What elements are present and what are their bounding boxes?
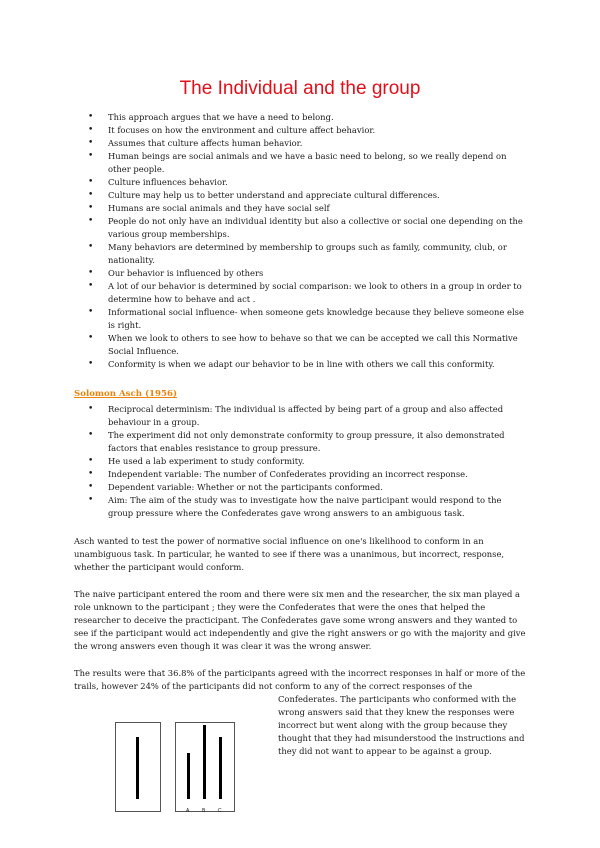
comparison-line-b [203, 725, 206, 799]
page-title: The Individual and the group [179, 78, 421, 99]
comparison-line-a [187, 753, 190, 799]
list-item: • The experiment did not only demonstrate conformity to group pressure, it also demonstrated factors that enables resistance to group pressure. [88, 429, 528, 455]
list-item: • Assumes that culture affects human behavior. [88, 137, 528, 150]
label-b: B [202, 808, 206, 814]
list-item: • He used a lab experiment to study conformity. [88, 455, 528, 468]
asch-reference-line-card [115, 722, 161, 812]
bullet-list-asch [88, 403, 528, 520]
comparison-line-c [219, 737, 222, 799]
reference-line [136, 737, 139, 799]
list-item: • When we look to others to see how to behave so that we can be accepted we call this Normative Social Influence. [88, 332, 528, 358]
list-item: • Culture influences behavior. [88, 176, 528, 189]
asch-comparison-lines-card [175, 722, 235, 812]
list-item: • Reciprocal determinism: The individual is affected by being part of a group and also affected behaviour in a group. [88, 403, 528, 429]
list-item: • Many behaviors are determined by membership to groups such as family, community, club, or nationality. [88, 241, 528, 267]
list-item: • Conformity is when we adapt our behavior to be in line with others we call this conformity. [88, 358, 528, 371]
label-c: C [218, 808, 222, 814]
list-item: • Our behavior is influenced by others [88, 267, 528, 280]
list-item: • Dependent variable: Whether or not the participants conformed. [88, 481, 528, 494]
list-item: • People do not only have an individual identity but also a collective or social one depending on the various group memberships. [88, 215, 528, 241]
list-item: • Human beings are social animals and we have a basic need to belong, so we really depend on other people. [88, 150, 528, 176]
list-item: • It focuses on how the environment and culture affect behavior. [88, 124, 528, 137]
list-item: • A lot of our behavior is determined by social comparison: we look to others in a group in order to determine how to behave and act . [88, 280, 528, 306]
paragraph-procedure: The naive participant entered the room and there were six men and the researcher, the six man played a role unknown to the participant ; they were the Confederates that were the ones that helped the researcher to deceive the practicipant. The Confederates gave some wrong answers and they wanted to see if the participant would act independently and give the right answers or go with the majority and give the wrong answers even though it was clear it was the wrong answer. [74, 589, 526, 651]
paragraph-results: The results were that 36.8% of the participants agreed with the incorrect responses in half or more of the trails, however 24% of the participants did not conform to any of the correct responses of the [74, 668, 526, 691]
section-heading-asch: Solomon Asch (1956) [74, 389, 178, 399]
label-a: A [186, 808, 190, 814]
list-item: • Aim: The aim of the study was to investigate how the naive participant would respond to the group pressure where the Confederates gave wrong answers to an ambiguous task. [88, 494, 528, 520]
list-item: • Culture may help us to better understand and appreciate cultural differences. [88, 189, 528, 202]
paragraph-results-continued: Confederates. The participants who conformed with the wrong answers said that they knew the responses were incorrect but went along with the group because they thought that they had misunderstood the instructions and they did not want to appear to be against a group. [278, 694, 525, 756]
list-item: • This approach argues that we have a need to belong. [88, 111, 528, 124]
list-item: • Independent variable: The number of Confederates providing an incorrect response. [88, 468, 528, 481]
list-item: • Informational social influence- when someone gets knowledge because they believe someone else is right. [88, 306, 528, 332]
paragraph-aim: Asch wanted to test the power of normative social influence on one's likelihood to conform in an unambiguous task. In particular, he wanted to see if there was a unanimous, but incorrect, response, whether the participant would conform. [74, 536, 505, 572]
bullet-list-intro [88, 111, 528, 371]
list-item: • Humans are social animals and they have social self [88, 202, 528, 215]
